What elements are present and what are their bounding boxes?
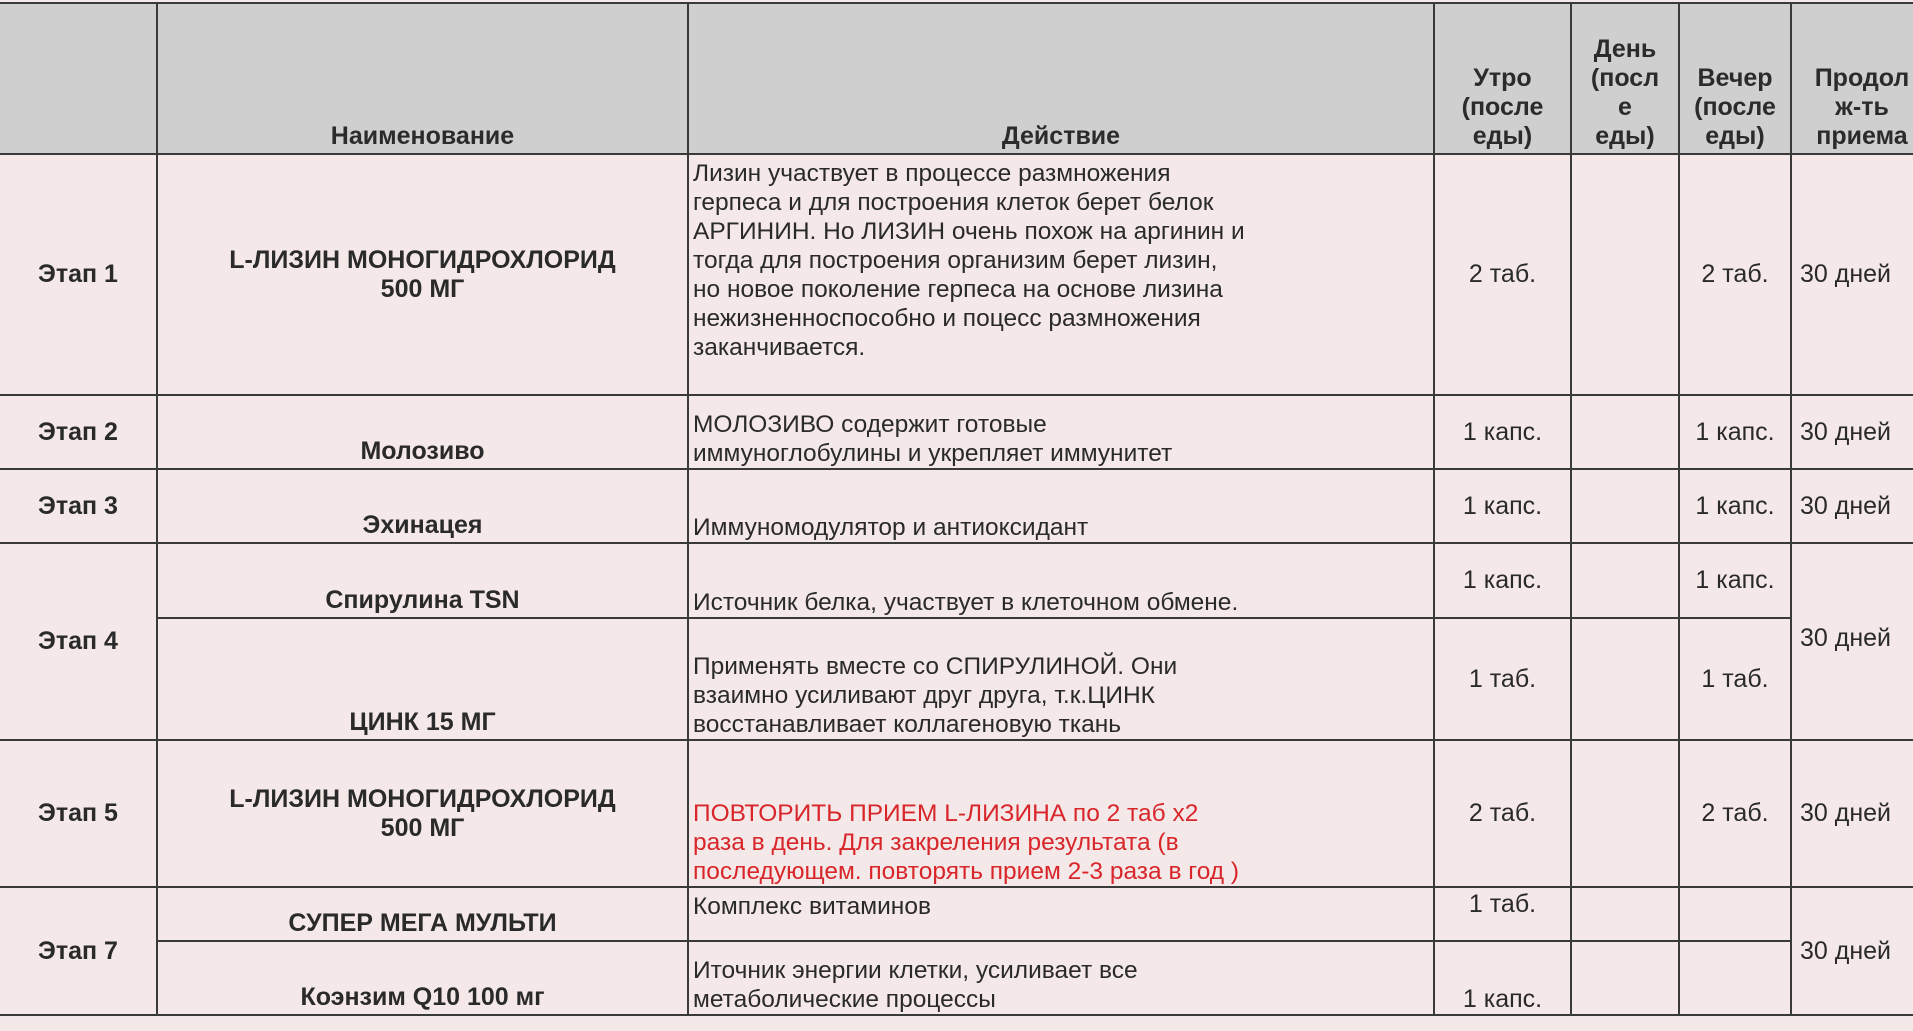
morning-dose-cell: 1 капс. [1434,469,1571,543]
stage-cell: Этап 3 [0,469,157,543]
evening-dose-cell: 2 таб. [1679,740,1791,887]
table-row [0,469,1913,543]
supplement-schedule-table [0,2,1913,1016]
duration-cell: 30 дней [1791,469,1913,543]
action-cell: Иммуномодулятор и антиоксидант [688,469,1434,543]
morning-dose-cell: 2 таб. [1434,154,1571,395]
header-row [0,3,1913,154]
header-morning: Утро (после еды) [1434,3,1571,154]
duration-cell: 30 дней [1791,543,1913,740]
table-row [0,887,1913,941]
product-name-cell: ЦИНК 15 МГ [157,618,688,740]
product-name-cell: Эхинацея [157,469,688,543]
day-dose-cell [1571,469,1679,543]
stage-cell: Этап 4 [0,543,157,740]
day-dose-cell [1571,618,1679,740]
duration-cell: 30 дней [1791,154,1913,395]
duration-cell: 30 дней [1791,740,1913,887]
stage-cell: Этап 5 [0,740,157,887]
morning-dose-cell: 1 таб. [1434,887,1571,941]
product-name-cell: Молозиво [157,395,688,469]
header-evening: Вечер (после еды) [1679,3,1791,154]
day-dose-cell [1571,395,1679,469]
duration-cell: 30 дней [1791,887,1913,1015]
product-name-cell: L-ЛИЗИН МОНОГИДРОХЛОРИД 500 МГ [157,740,688,887]
product-name-cell: Спирулина TSN [157,543,688,618]
day-dose-cell [1571,740,1679,887]
action-cell: ПОВТОРИТЬ ПРИЕМ L-ЛИЗИНА по 2 таб х2 раза в день. Для закреления результата (в последующем. повторять прием 2-3 раза в год ) [688,740,1434,887]
header-duration: Продол ж-ть приема [1791,3,1913,154]
evening-dose-cell: 1 таб. [1679,618,1791,740]
header-day: День (посл е еды) [1571,3,1679,154]
action-cell: Применять вместе со СПИРУЛИНОЙ. Они взаимно усиливают друг друга, т.к.ЦИНК восстанавливает коллагеновую ткань [688,618,1434,740]
day-dose-cell [1571,887,1679,941]
evening-dose-cell: 1 капс. [1679,469,1791,543]
stage-cell: Этап 7 [0,887,157,1015]
table-row [0,395,1913,469]
day-dose-cell [1571,543,1679,618]
day-dose-cell [1571,941,1679,1015]
morning-dose-cell: 1 капс. [1434,941,1571,1015]
product-name-cell: Коэнзим Q10 100 мг [157,941,688,1015]
action-cell: Лизин участвует в процессе размножения герпеса и для построения клеток берет белок АРГИНИН. Но ЛИЗИН очень похож на аргинин и тогда для построения организим берет лизин, но новое поколение герпеса на основе лизина нежизненноспособно и поцесс размножения заканчивается. [688,154,1434,395]
action-cell: Иточник энергии клетки, усиливает все метаболические процессы [688,941,1434,1015]
evening-dose-cell [1679,941,1791,1015]
day-dose-cell [1571,154,1679,395]
morning-dose-cell: 1 капс. [1434,543,1571,618]
header-action: Действие [688,3,1434,154]
table-row [0,941,1913,1015]
table-row [0,740,1913,887]
evening-dose-cell: 2 таб. [1679,154,1791,395]
table-row [0,154,1913,395]
product-name-cell: L-ЛИЗИН МОНОГИДРОХЛОРИД 500 МГ [157,154,688,395]
action-cell: МОЛОЗИВО содержит готовые иммуноглобулины и укрепляет иммунитет [688,395,1434,469]
morning-dose-cell: 1 капс. [1434,395,1571,469]
header-name: Наименование [157,3,688,154]
header-stage [0,3,157,154]
stage-cell: Этап 1 [0,154,157,395]
morning-dose-cell: 1 таб. [1434,618,1571,740]
stage-cell: Этап 2 [0,395,157,469]
table-row [0,618,1913,740]
morning-dose-cell: 2 таб. [1434,740,1571,887]
evening-dose-cell [1679,887,1791,941]
table-row [0,543,1913,618]
product-name-cell: СУПЕР МЕГА МУЛЬТИ [157,887,688,941]
evening-dose-cell: 1 капс. [1679,543,1791,618]
duration-cell: 30 дней [1791,395,1913,469]
action-cell: Источник белка, участвует в клеточном обмене. [688,543,1434,618]
evening-dose-cell: 1 капс. [1679,395,1791,469]
action-cell: Комплекс витаминов [688,887,1434,941]
